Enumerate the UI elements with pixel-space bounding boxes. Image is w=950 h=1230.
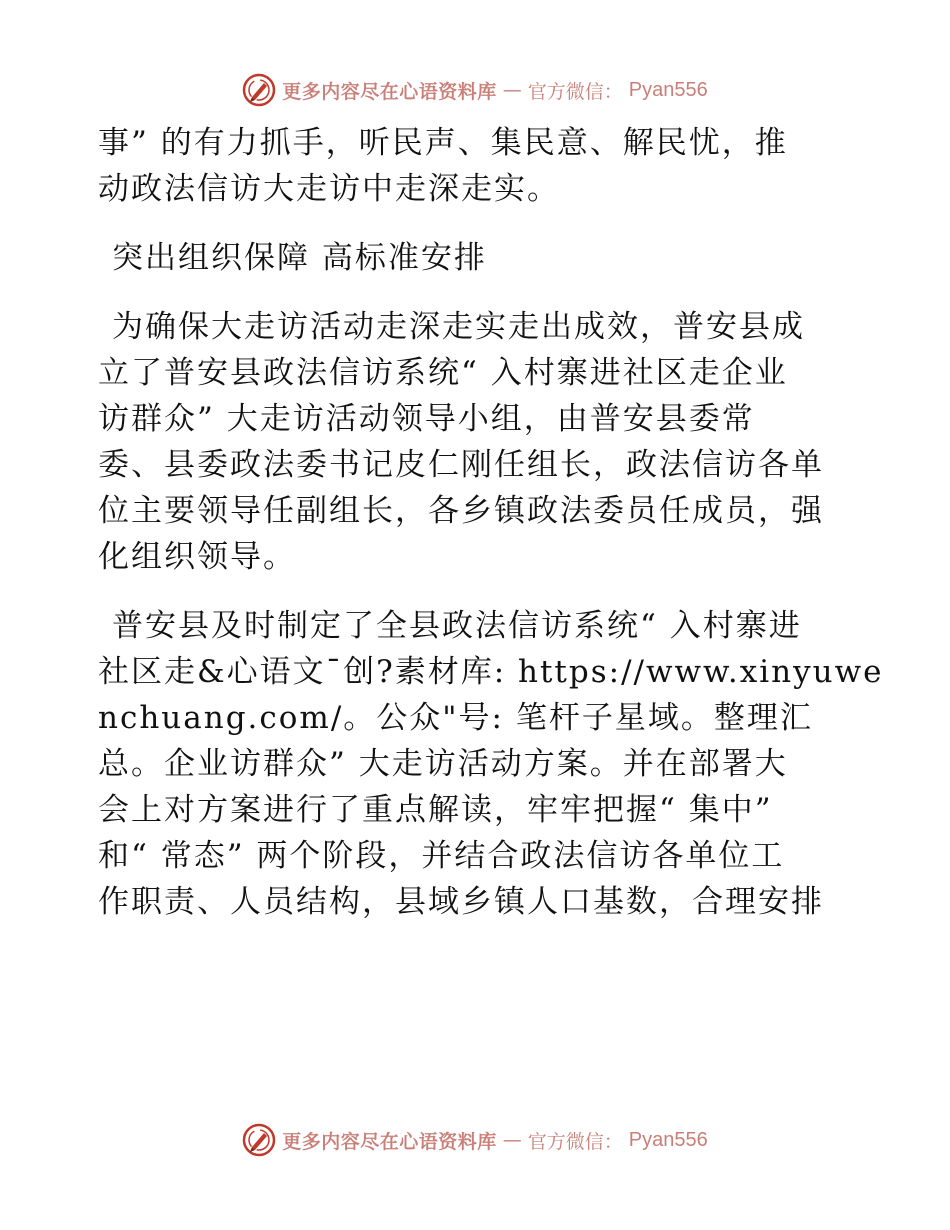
- paragraph: [98, 120, 858, 212]
- header-wechat-label: 官方微信：: [527, 80, 623, 103]
- footer-brand-text: 更多内容尽在心语资料库: [282, 1130, 497, 1153]
- text-line: 委、县委政法委书记皮仁刚任组长，政法信访各单: [98, 447, 824, 483]
- text-line: 作职责、人员结构，县域乡镇人口基数，合理安排: [98, 884, 824, 920]
- text-line: 和“ 常态” 两个阶段，并结合政法信访各单位工: [98, 838, 785, 874]
- section-heading: [98, 235, 858, 281]
- text-line: 位主要领导任副组长，各乡镇政法委员任成员，强: [98, 493, 824, 529]
- footer-wechat-label: 官方微信：: [527, 1130, 623, 1153]
- paragraph: [98, 603, 884, 925]
- text-line: 动政法信访大走访中走深走实。: [98, 171, 560, 207]
- text-line: 社区走&心语文¯创?素材库: https://www.xinyuwe: [98, 654, 884, 690]
- header-watermark: [0, 68, 950, 112]
- text-line: 化组织领导。: [98, 539, 296, 575]
- pen-nib-logo-icon: [242, 1123, 276, 1157]
- footer-separator: —: [502, 1129, 522, 1151]
- heading-line: 突出组织保障 高标准安排: [112, 240, 487, 276]
- header-separator: —: [502, 79, 522, 101]
- paragraph: [98, 304, 858, 580]
- footer-watermark: [0, 1118, 950, 1162]
- text-line: 会上对方案进行了重点解读，牢牢把握“ 集中”: [98, 792, 773, 828]
- text-line: 事” 的有力抓手，听民声、集民意、解民忧，推: [98, 125, 788, 161]
- text-line: 为确保大走访活动走深走实走出成效，普安县成: [112, 309, 805, 345]
- footer-wechat-id: Pyan556: [628, 1128, 708, 1151]
- header-wechat-id: Pyan556: [628, 78, 708, 101]
- text-line: 总。企业访群众” 大走访活动方案。并在部署大: [98, 746, 788, 782]
- text-line: 访群众” 大走访活动领导小组，由普安县委常: [98, 401, 755, 437]
- text-line: nchuang.com/。公众"号: 笔杆子星域。整理汇: [98, 700, 813, 736]
- text-line: 立了普安县政法信访系统“ 入村寨进社区走企业: [98, 355, 788, 391]
- header-brand-text: 更多内容尽在心语资料库: [282, 80, 497, 103]
- pen-nib-logo-icon: [242, 73, 276, 107]
- text-line: 普安县及时制定了全县政法信访系统“ 入村寨进: [112, 608, 802, 644]
- document-body: [98, 120, 884, 925]
